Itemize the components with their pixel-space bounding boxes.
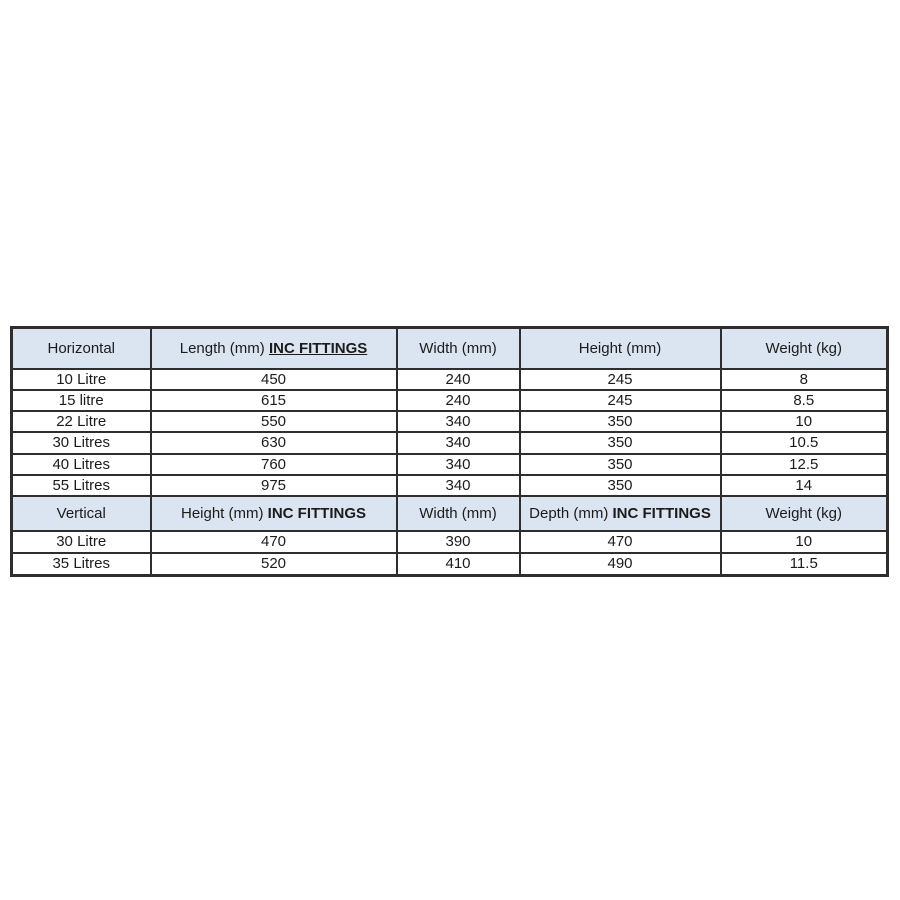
cell-model: 40 Litres — [12, 454, 151, 475]
header-cell-horizontal — [12, 328, 151, 369]
table-row — [12, 531, 888, 553]
cell-model: 30 Litre — [12, 531, 151, 553]
horizontal-header-row — [12, 328, 888, 369]
header-cell-weight — [721, 328, 888, 369]
cell-weight: 12.5 — [721, 454, 888, 475]
cell-height-inc: 520 — [151, 553, 397, 575]
cell-model: 30 Litres — [12, 432, 151, 453]
header-cell-depth-inc — [520, 496, 721, 531]
table-row — [12, 553, 888, 575]
table-row — [12, 390, 888, 411]
cell-height: 350 — [520, 411, 721, 432]
cell-weight: 10.5 — [721, 432, 888, 453]
header-label: Horizontal — [47, 339, 116, 357]
cell-width: 390 — [397, 531, 520, 553]
cell-width: 410 — [397, 553, 520, 575]
cell-depth-inc: 490 — [520, 553, 721, 575]
header-label: Height (mm) — [180, 504, 268, 522]
cell-weight: 11.5 — [721, 553, 888, 575]
cell-weight: 10 — [721, 531, 888, 553]
cell-model: 55 Litres — [12, 475, 151, 496]
header-cell-length — [151, 328, 397, 369]
cell-width: 340 — [397, 411, 520, 432]
cell-height: 245 — [520, 390, 721, 411]
table-row — [12, 369, 888, 390]
header-cell-width — [397, 328, 520, 369]
cell-height: 350 — [520, 475, 721, 496]
spec-table — [10, 326, 889, 577]
cell-length: 615 — [151, 390, 397, 411]
cell-length: 760 — [151, 454, 397, 475]
cell-weight: 14 — [721, 475, 888, 496]
header-emph: INC FITTINGS — [267, 504, 366, 522]
cell-model: 35 Litres — [12, 553, 151, 575]
cell-length: 975 — [151, 475, 397, 496]
header-cell-height — [520, 328, 721, 369]
cell-weight: 10 — [721, 411, 888, 432]
header-cell-width — [397, 496, 520, 531]
cell-weight: 8 — [721, 369, 888, 390]
cell-width: 240 — [397, 369, 520, 390]
cell-height: 350 — [520, 432, 721, 453]
cell-model: 10 Litre — [12, 369, 151, 390]
header-emph: INC FITTINGS — [268, 339, 368, 357]
cell-weight: 8.5 — [721, 390, 888, 411]
header-label: Weight (kg) — [765, 339, 842, 357]
header-cell-vertical — [12, 496, 151, 531]
header-label: Weight (kg) — [765, 504, 842, 522]
header-label: Vertical — [56, 504, 106, 522]
header-label: Length (mm) — [179, 339, 269, 357]
cell-length: 630 — [151, 432, 397, 453]
cell-length: 550 — [151, 411, 397, 432]
cell-width: 340 — [397, 475, 520, 496]
header-label: Width (mm) — [419, 339, 497, 357]
cell-width: 240 — [397, 390, 520, 411]
vertical-header-row — [12, 496, 888, 531]
cell-height: 245 — [520, 369, 721, 390]
header-label: Depth (mm) — [529, 504, 613, 522]
cell-height: 350 — [520, 454, 721, 475]
header-emph: INC FITTINGS — [612, 504, 711, 522]
table-row — [12, 411, 888, 432]
cell-model: 15 litre — [12, 390, 151, 411]
header-label: Height (mm) — [578, 339, 662, 357]
table-row — [12, 475, 888, 496]
cell-height-inc: 470 — [151, 531, 397, 553]
header-label: Width (mm) — [419, 504, 497, 522]
cell-model: 22 Litre — [12, 411, 151, 432]
cell-length: 450 — [151, 369, 397, 390]
cell-width: 340 — [397, 432, 520, 453]
table-row — [12, 454, 888, 475]
table-row — [12, 432, 888, 453]
cell-depth-inc: 470 — [520, 531, 721, 553]
cell-width: 340 — [397, 454, 520, 475]
header-cell-height-inc — [151, 496, 397, 531]
header-cell-weight — [721, 496, 888, 531]
